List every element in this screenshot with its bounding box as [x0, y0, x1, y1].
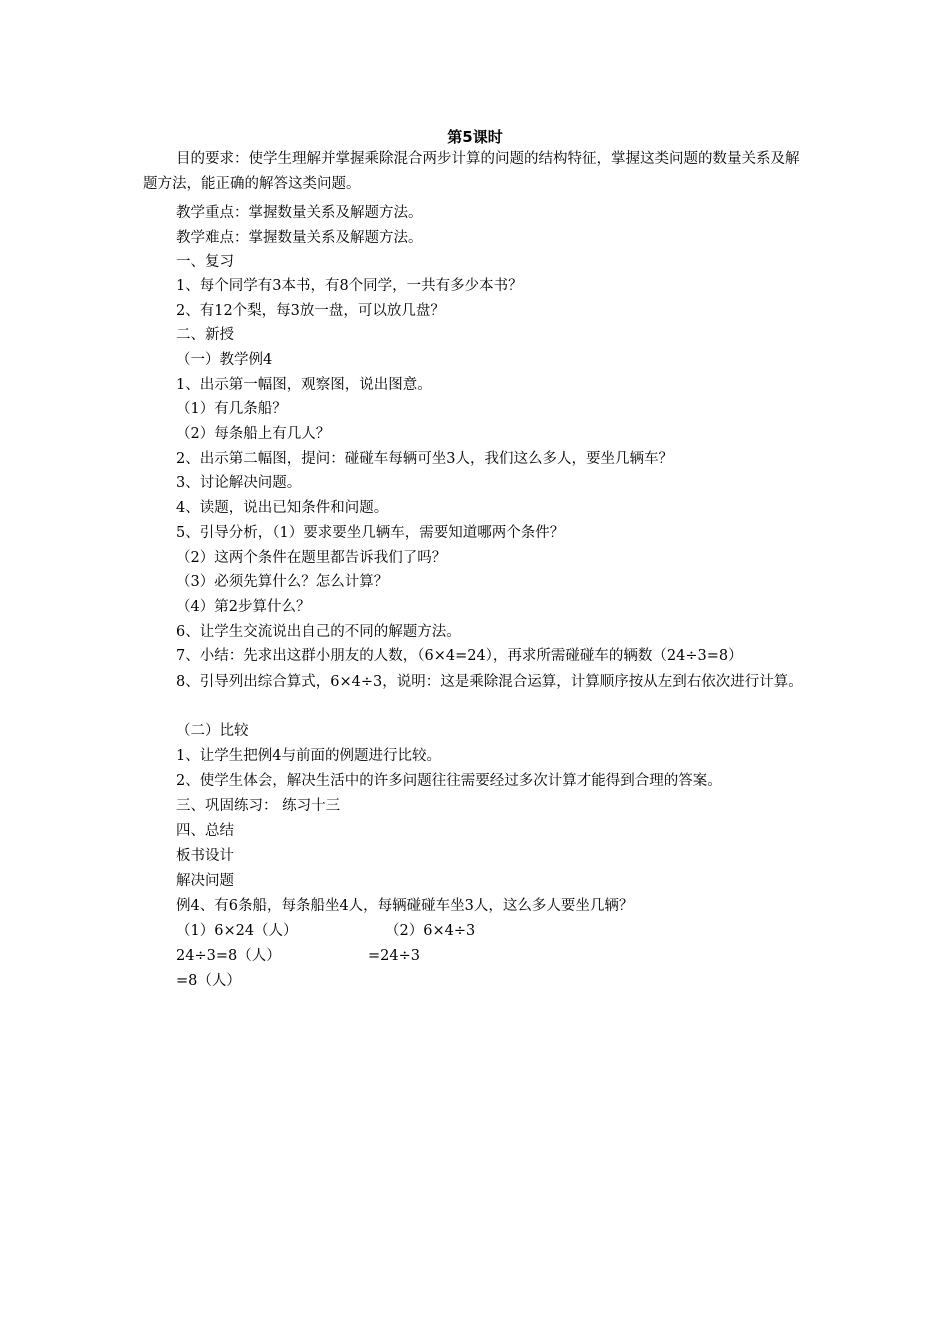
goal-paragraph: 目的要求：使学生理解并掌握乘除混合两步计算的问题的结构特征，掌握这类问题的数量关系及解题方法，能正确的解答这类问题。: [143, 151, 800, 192]
method-1-line-1: （1）6×24（人）: [176, 923, 298, 939]
summary-heading: 四、总结: [176, 823, 234, 839]
focus-line: 教学重点：掌握数量关系及解题方法。: [176, 205, 423, 221]
board-example: 例4、有6条船，每条船坐4人，每辆碰碰车坐3人，这么多人要坐几辆？: [176, 898, 634, 914]
compare-2: 2、使学生体会，解决生活中的许多问题往往需要经过多次计算才能得到合理的答案。: [176, 773, 722, 789]
method-2-line-1: （2）6×4÷3: [385, 923, 476, 939]
step-3: 3、讨论解决问题。: [176, 475, 302, 491]
lesson-title: 第5课时: [447, 128, 503, 146]
board-heading: 板书设计: [176, 848, 234, 864]
method-1-line-2: 24÷3=8（人）: [176, 948, 281, 964]
step-5: 5、引导分析，（1）要求要坐几辆车，需要知道哪两个条件？: [176, 525, 565, 541]
step-5d: （4）第2步算什么？: [176, 599, 311, 615]
review-heading: 一、复习: [176, 254, 234, 270]
review-question-2: 2、有12个梨，每3放一盘，可以放几盘？: [176, 303, 445, 319]
step-1: 1、出示第一幅图，观察图，说出图意。: [176, 377, 432, 393]
step-8: 8、引导列出综合算式，6×4÷3，说明：这是乘除混合运算，计算顺序按从左到右依次进行计算。: [176, 674, 803, 690]
step-7: 7、小结：先求出这群小朋友的人数，（6×4=24），再求所需碰碰车的辆数（24÷3=8）: [176, 648, 743, 664]
step-5c: （3）必须先算什么？怎么计算？: [176, 574, 389, 590]
board-topic: 解决问题: [176, 873, 234, 889]
compare-1: 1、让学生把例4与前面的例题进行比较。: [176, 748, 441, 764]
method-2-line-3: =8（人）: [176, 973, 241, 989]
review-question-1: 1、每个同学有3本书，有8个同学，一共有多少本书？: [176, 278, 523, 294]
new-heading: 二、新授: [176, 327, 234, 343]
step-4: 4、读题，说出已知条件和问题。: [176, 500, 389, 516]
step-2: 2、出示第二幅图，提问：碰碰车每辆可坐3人，我们这么多人，要坐几辆车？: [176, 451, 673, 467]
compare-subheading: （二）比较: [176, 723, 249, 739]
example-subheading: （一）教学例4: [176, 352, 273, 368]
difficulty-line: 教学难点：掌握数量关系及解题方法。: [176, 230, 423, 246]
step-1b: （2）每条船上有几人？: [176, 426, 331, 442]
practice-line: 三、巩固练习： 练习十三: [176, 798, 341, 814]
step-1a: （1）有几条船？: [176, 401, 287, 417]
step-6: 6、让学生交流说出自己的不同的解题方法。: [176, 624, 461, 640]
method-2-line-2: =24÷3: [368, 948, 420, 964]
step-5b: （2）这两个条件在题里都告诉我们了吗？: [176, 550, 447, 566]
